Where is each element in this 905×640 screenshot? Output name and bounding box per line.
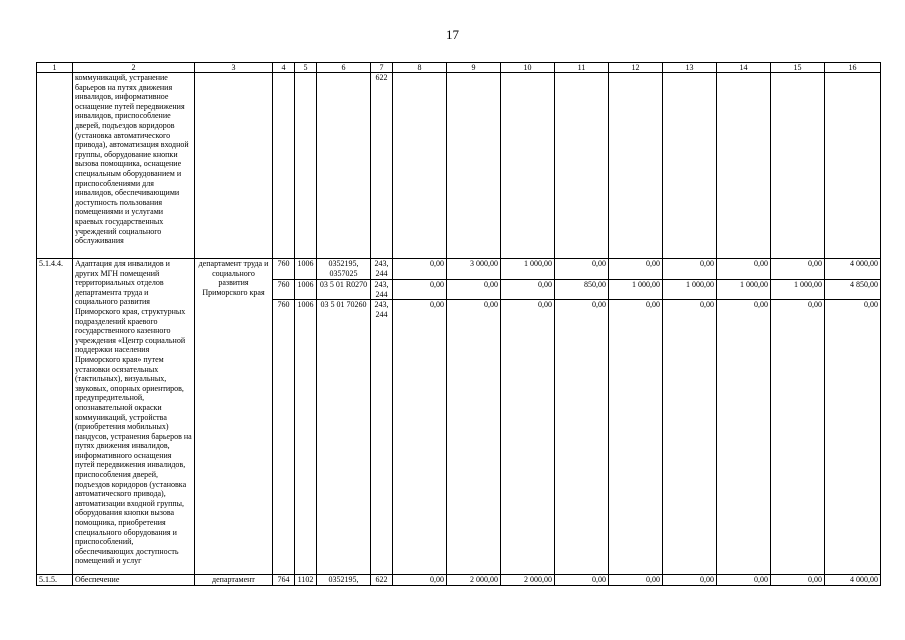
cell-c4: 760 <box>273 300 295 575</box>
column-header: 3 <box>195 63 273 73</box>
column-header-row <box>37 63 881 73</box>
column-header: 12 <box>609 63 663 73</box>
cell-c6: 0352195, <box>317 575 371 586</box>
cell-c8: 0,00 <box>393 575 447 586</box>
column-header: 8 <box>393 63 447 73</box>
item-number: 5.1.4.4. <box>37 259 73 575</box>
column-header: 5 <box>295 63 317 73</box>
cell-c12: 1 000,00 <box>609 280 663 300</box>
cell-c10: 1 000,00 <box>501 259 555 280</box>
item-description: Адаптация для инвалидов и других МГН помещений территориальных отделов департамента труда и социального развития Приморского края, структурных подразделений краевого государственного казенного учреждения «Центр социальной поддержки населения Приморского края» путем установки осязательных (тактильных), визуальных, звуковых, опорных ориентиров, предупредительной, опознавательной окраски коммуникаций, устройства (приобретения мобильных) пандусов, устранения барьеров на путях движения инвалидов, информативного оснащения путей передвижения инвалидов, приспособления дверей, подъездов коридоров (установка автоматического привода), автоматизации входной группы, оборудования кнопки вызова помощника, приобретения специального оборудования и приспособлений, обеспечивающих доступность помещений и услуг <box>73 259 195 575</box>
item-number: 5.1.5. <box>37 575 73 586</box>
cell-c4: 760 <box>273 280 295 300</box>
cell-c16: 0,00 <box>825 300 881 575</box>
item-description: Обеспечение <box>73 575 195 586</box>
cell-c15: 1 000,00 <box>771 280 825 300</box>
cell-c11: 0,00 <box>555 259 609 280</box>
cell-c8: 0,00 <box>393 259 447 280</box>
cell-c15: 0,00 <box>771 300 825 575</box>
column-header: 2 <box>73 63 195 73</box>
cell-c9: 3 000,00 <box>447 259 501 280</box>
cell-c7: 622 <box>371 575 393 586</box>
cell-c16: 4 850,00 <box>825 280 881 300</box>
cell-c13: 1 000,00 <box>663 280 717 300</box>
column-header: 13 <box>663 63 717 73</box>
cell-c14: 0,00 <box>717 259 771 280</box>
column-header: 15 <box>771 63 825 73</box>
cell-c9: 2 000,00 <box>447 575 501 586</box>
cell-c8: 0,00 <box>393 280 447 300</box>
responsible-department: департамент <box>195 575 273 586</box>
cell-c14: 0,00 <box>717 575 771 586</box>
cell-c11: 850,00 <box>555 280 609 300</box>
column-header: 6 <box>317 63 371 73</box>
responsible-department: департамент труда и социального развития Приморского края <box>195 259 273 575</box>
cell-c5: 1006 <box>295 300 317 575</box>
cell-c16: 4 000,00 <box>825 575 881 586</box>
cell-c6: 03 5 01 R0270 <box>317 280 371 300</box>
cell-c6: 0352195, 0357025 <box>317 259 371 280</box>
cell-c12: 0,00 <box>609 259 663 280</box>
cell-c14: 0,00 <box>717 300 771 575</box>
column-header: 10 <box>501 63 555 73</box>
cell-c7: 243, 244 <box>371 280 393 300</box>
cell-c4: 760 <box>273 259 295 280</box>
cell-c7: 243, 244 <box>371 259 393 280</box>
cell-c6: 03 5 01 70260 <box>317 300 371 575</box>
cell-c7: 243, 244 <box>371 300 393 575</box>
cell-c7: 622 <box>371 73 393 259</box>
cell-c11: 0,00 <box>555 300 609 575</box>
cell-c5: 1006 <box>295 259 317 280</box>
table-row <box>37 575 881 586</box>
cell-c13: 0,00 <box>663 575 717 586</box>
table-row <box>37 259 881 280</box>
cell-c12: 0,00 <box>609 300 663 575</box>
column-header: 4 <box>273 63 295 73</box>
budget-table <box>36 62 881 586</box>
column-header: 1 <box>37 63 73 73</box>
cell-c15: 0,00 <box>771 575 825 586</box>
table-row-continuation <box>37 73 881 259</box>
page-number: 17 <box>446 27 459 42</box>
cell-c14: 1 000,00 <box>717 280 771 300</box>
column-header: 14 <box>717 63 771 73</box>
cell-c13: 0,00 <box>663 259 717 280</box>
cell-c10: 0,00 <box>501 280 555 300</box>
column-header: 7 <box>371 63 393 73</box>
cell-c9: 0,00 <box>447 300 501 575</box>
cell-c15: 0,00 <box>771 259 825 280</box>
cell-c13: 0,00 <box>663 300 717 575</box>
cell-c16: 4 000,00 <box>825 259 881 280</box>
item-description: коммуникаций, устранение барьеров на путях движения инвалидов, информативное оснащение путей передвижения инвалидов, приспособление дверей, подъездов коридоров (установка автоматического привода), автоматизация входной группы, оборудование кнопки вызова помощника, оснащение специальным оборудованием и приспособлениями для инвалидов, обеспечивающими доступность пользования помещениями и услугами краевых государственных учреждений социального обслуживания <box>73 73 195 259</box>
cell-c8: 0,00 <box>393 300 447 575</box>
column-header: 9 <box>447 63 501 73</box>
column-header: 11 <box>555 63 609 73</box>
cell-c5: 1102 <box>295 575 317 586</box>
cell-c10: 2 000,00 <box>501 575 555 586</box>
column-header: 16 <box>825 63 881 73</box>
cell-c4: 764 <box>273 575 295 586</box>
cell-c9: 0,00 <box>447 280 501 300</box>
cell-c11: 0,00 <box>555 575 609 586</box>
cell-c10: 0,00 <box>501 300 555 575</box>
cell-c5: 1006 <box>295 280 317 300</box>
cell-c12: 0,00 <box>609 575 663 586</box>
